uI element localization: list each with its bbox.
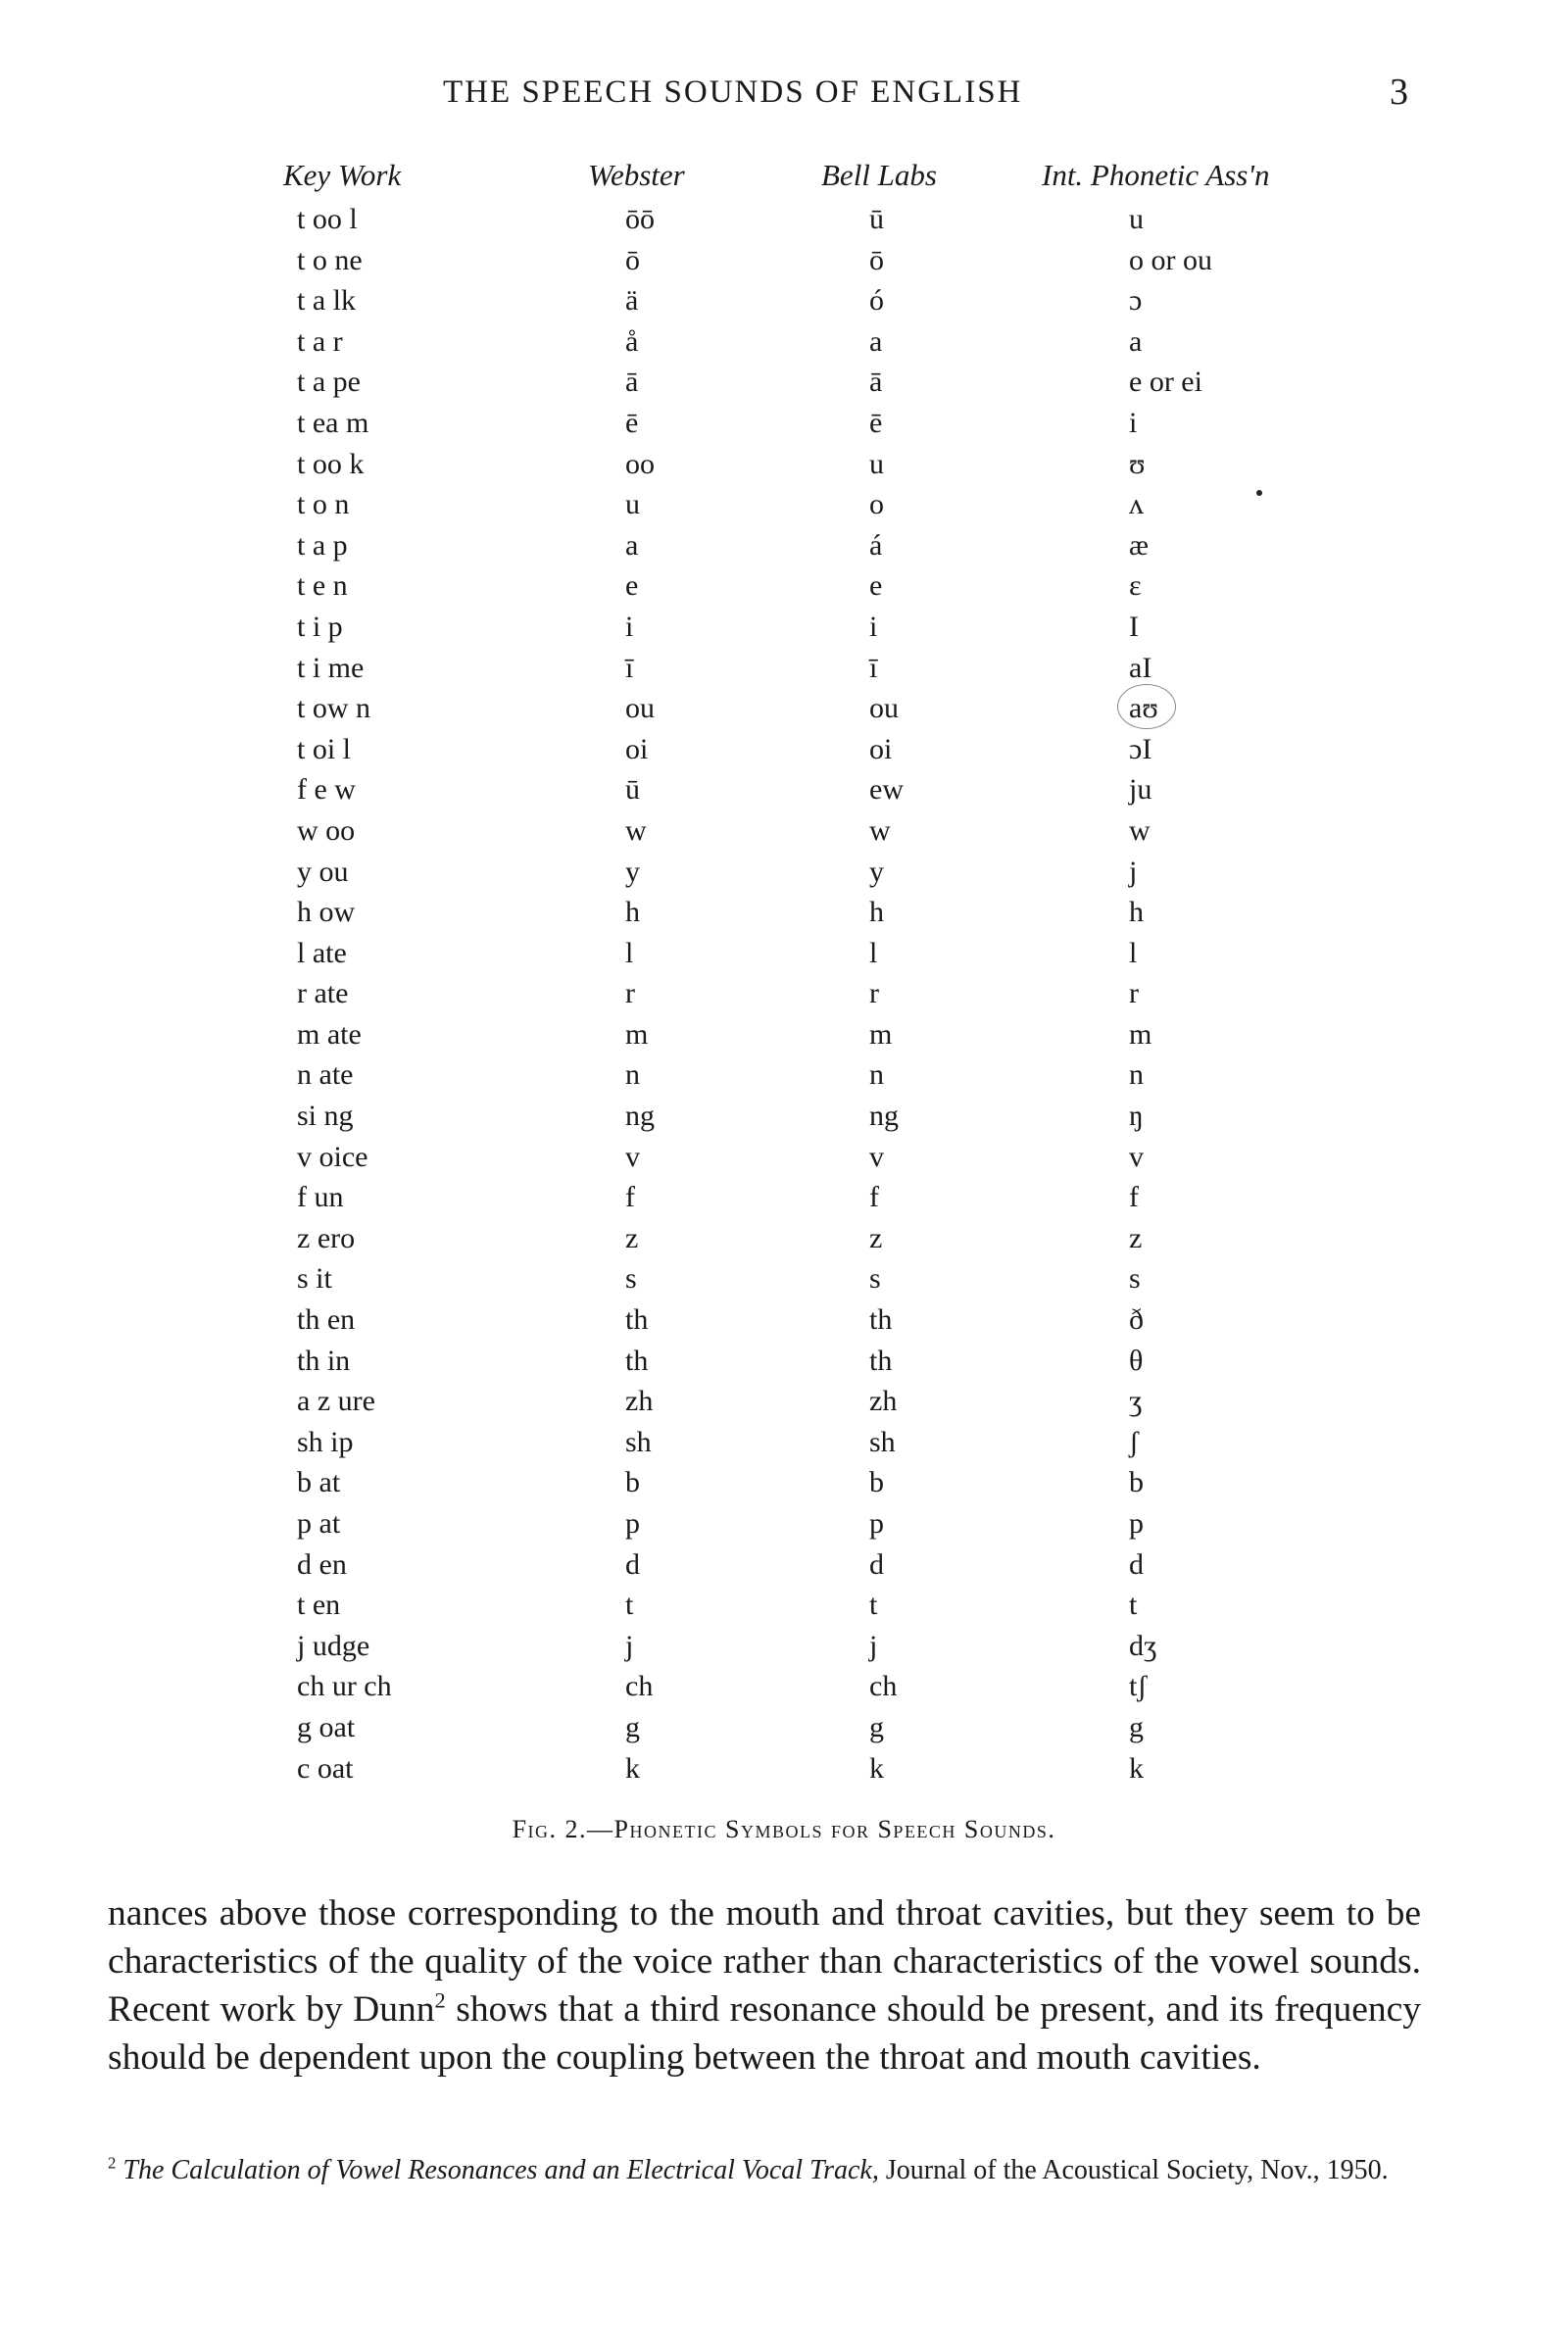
cell-webster: s — [625, 1262, 637, 1296]
cell-bell-labs: i — [869, 610, 878, 643]
cell-webster: b — [625, 1466, 640, 1499]
body-text-part1: nances above those corresponding to the mouth and throat cavities, but they seem to be characteristics of the quality of the voice rather than characteristics of the vowel sounds. Recent work by Dunn — [108, 1893, 1421, 2030]
cell-ipa: k — [1129, 1751, 1144, 1785]
cell-ipa: ð — [1129, 1303, 1144, 1337]
cell-ipa: j — [1129, 855, 1138, 888]
table-row — [0, 1422, 1568, 1463]
cell-key-word: t a pe — [297, 366, 361, 399]
cell-webster: v — [625, 1140, 640, 1173]
cell-bell-labs: ng — [869, 1100, 899, 1133]
cell-webster: ā — [625, 366, 639, 399]
cell-ipa: i — [1129, 406, 1138, 439]
table-row — [0, 933, 1568, 974]
cell-bell-labs: t — [869, 1589, 878, 1622]
cell-bell-labs: b — [869, 1466, 884, 1499]
cell-ipa: aI — [1129, 651, 1152, 684]
cell-webster: a — [625, 528, 639, 562]
table-row — [0, 444, 1568, 485]
cell-webster: ō — [625, 243, 640, 276]
cell-bell-labs: g — [869, 1710, 884, 1743]
page-number: 3 — [1390, 72, 1408, 113]
cell-bell-labs: ā — [869, 366, 883, 399]
cell-webster: ä — [625, 284, 639, 318]
cell-bell-labs: v — [869, 1140, 884, 1173]
table-row — [0, 484, 1568, 525]
cell-bell-labs: h — [869, 896, 884, 929]
pencil-circle-mark — [1117, 684, 1176, 729]
cell-ipa: h — [1129, 896, 1144, 929]
cell-ipa: f — [1129, 1181, 1139, 1214]
cell-key-word: c oat — [297, 1751, 354, 1785]
cell-webster: n — [625, 1058, 640, 1092]
running-title: THE SPEECH SOUNDS OF ENGLISH — [443, 74, 1023, 110]
cell-bell-labs: ō — [869, 243, 884, 276]
cell-key-word: t a r — [297, 324, 343, 358]
body-text-part2: shows that a third resonance should be present, and its frequency should be dependent upon the coupling between the throat and mouth cavities. — [108, 1989, 1422, 2078]
body-paragraph — [108, 1889, 1421, 2082]
table-row — [0, 1748, 1568, 1789]
cell-webster: zh — [625, 1385, 654, 1418]
cell-webster: oi — [625, 732, 649, 765]
cell-bell-labs: th — [869, 1303, 893, 1337]
cell-ipa: n — [1129, 1058, 1144, 1092]
cell-webster: l — [625, 936, 634, 969]
cell-ipa: a — [1129, 324, 1143, 358]
cell-ipa: z — [1129, 1221, 1143, 1254]
cell-ipa: p — [1129, 1507, 1144, 1540]
cell-key-word: t o ne — [297, 243, 363, 276]
cell-ipa: tʃ — [1129, 1670, 1148, 1703]
cell-key-word: t o n — [297, 488, 350, 521]
cell-ipa: e or ei — [1129, 366, 1202, 399]
table-row — [0, 852, 1568, 893]
cell-key-word: t a p — [297, 528, 348, 562]
cell-key-word: n ate — [297, 1058, 354, 1092]
cell-ipa: aʊ — [1129, 692, 1158, 725]
cell-ipa: ʊ — [1129, 447, 1146, 480]
cell-key-word: t oo k — [297, 447, 365, 480]
table-row — [0, 688, 1568, 729]
footnote-marker: 2 — [108, 2153, 117, 2173]
cell-bell-labs: z — [869, 1221, 883, 1254]
cell-ipa: ʒ — [1129, 1385, 1143, 1418]
table-row — [0, 769, 1568, 810]
cell-key-word: d en — [297, 1547, 347, 1581]
cell-webster: p — [625, 1507, 640, 1540]
column-header-key-work: Key Work — [283, 158, 402, 192]
cell-webster: ū — [625, 773, 640, 807]
cell-bell-labs: w — [869, 813, 891, 847]
cell-bell-labs: th — [869, 1344, 893, 1377]
cell-key-word: ch ur ch — [297, 1670, 392, 1703]
column-header-webster: Webster — [588, 158, 685, 192]
cell-bell-labs: á — [869, 528, 883, 562]
table-row — [0, 648, 1568, 689]
table-row — [0, 565, 1568, 607]
cell-bell-labs: y — [869, 855, 884, 888]
stray-dot-mark — [1256, 490, 1262, 496]
cell-key-word: f e w — [297, 773, 356, 807]
cell-key-word: j udge — [297, 1629, 370, 1662]
cell-key-word: a z ure — [297, 1385, 375, 1418]
cell-key-word: v oice — [297, 1140, 368, 1173]
table-row — [0, 321, 1568, 363]
cell-key-word: g oat — [297, 1710, 356, 1743]
cell-webster: f — [625, 1181, 635, 1214]
cell-key-word: t oi l — [297, 732, 352, 765]
cell-ipa: ʃ — [1129, 1425, 1139, 1458]
table-row — [0, 1341, 1568, 1382]
cell-webster: w — [625, 813, 647, 847]
cell-ipa: g — [1129, 1710, 1144, 1743]
cell-bell-labs: ū — [869, 203, 884, 235]
cell-key-word: z ero — [297, 1221, 356, 1254]
cell-bell-labs: j — [869, 1629, 878, 1662]
cell-bell-labs: u — [869, 447, 884, 480]
cell-webster: ōō — [625, 203, 655, 235]
table-row — [0, 1544, 1568, 1586]
cell-bell-labs: l — [869, 936, 878, 969]
cell-key-word: t i p — [297, 610, 343, 643]
cell-bell-labs: m — [869, 1017, 893, 1051]
cell-ipa: t — [1129, 1589, 1138, 1622]
table-row — [0, 280, 1568, 321]
table-row — [0, 607, 1568, 648]
cell-webster: ē — [625, 406, 639, 439]
cell-ipa: m — [1129, 1017, 1152, 1051]
table-header-row — [0, 152, 1568, 199]
cell-key-word: th in — [297, 1344, 351, 1377]
cell-key-word: w oo — [297, 813, 356, 847]
cell-ipa: u — [1129, 203, 1144, 235]
table-row — [0, 1585, 1568, 1626]
cell-bell-labs: a — [869, 324, 883, 358]
cell-webster: g — [625, 1710, 640, 1743]
cell-bell-labs: ew — [869, 773, 904, 807]
cell-ipa: θ — [1129, 1344, 1144, 1377]
cell-key-word: t a lk — [297, 284, 356, 318]
cell-key-word: t oo l — [297, 203, 358, 235]
table-row — [0, 403, 1568, 444]
table-row — [0, 1503, 1568, 1544]
cell-webster: r — [625, 977, 635, 1010]
cell-bell-labs: p — [869, 1507, 884, 1540]
cell-key-word: h ow — [297, 896, 356, 929]
footnote-reference: 2 — [434, 1987, 446, 2013]
table-row — [0, 1218, 1568, 1259]
cell-ipa: ɔ — [1129, 284, 1143, 318]
table-row — [0, 1096, 1568, 1137]
cell-bell-labs: ī — [869, 651, 878, 684]
cell-key-word: m ate — [297, 1017, 362, 1051]
cell-key-word: t ea m — [297, 406, 369, 439]
cell-ipa: d — [1129, 1547, 1144, 1581]
cell-bell-labs: ou — [869, 692, 899, 725]
cell-webster: j — [625, 1629, 634, 1662]
cell-key-word: t en — [297, 1589, 341, 1622]
cell-webster: y — [625, 855, 640, 888]
table-row — [0, 892, 1568, 933]
column-header-bell-labs: Bell Labs — [821, 158, 937, 192]
cell-webster: sh — [625, 1425, 652, 1458]
cell-key-word: b at — [297, 1466, 341, 1499]
cell-key-word: t ow n — [297, 692, 370, 725]
cell-webster: u — [625, 488, 640, 521]
phonetic-symbols-table — [0, 152, 1568, 1788]
table-row — [0, 1299, 1568, 1341]
cell-key-word: r ate — [297, 977, 349, 1010]
table-row — [0, 810, 1568, 852]
table-row — [0, 199, 1568, 240]
table-row — [0, 1626, 1568, 1667]
cell-key-word: p at — [297, 1507, 341, 1540]
cell-bell-labs: k — [869, 1751, 884, 1785]
cell-key-word: t i me — [297, 651, 365, 684]
table-row — [0, 525, 1568, 566]
table-row — [0, 1137, 1568, 1178]
footnote-title: The Calculation of Vowel Resonances and an Electrical Vocal Track, — [122, 2155, 879, 2185]
cell-webster: ī — [625, 651, 634, 684]
cell-bell-labs: n — [869, 1058, 884, 1092]
footnote-source: Journal of the Acoustical Society, Nov., 1950. — [878, 2155, 1389, 2185]
cell-bell-labs: sh — [869, 1425, 896, 1458]
cell-ipa: ɔI — [1129, 732, 1152, 765]
cell-key-word: si ng — [297, 1100, 354, 1133]
table-row — [0, 1258, 1568, 1299]
cell-bell-labs: e — [869, 569, 883, 603]
figure-caption: Fig. 2.—Phonetic Symbols for Speech Sounds. — [512, 1815, 1056, 1843]
cell-ipa: w — [1129, 813, 1151, 847]
table-body — [0, 199, 1568, 1788]
cell-ipa: dʒ — [1129, 1629, 1157, 1662]
cell-key-word: l ate — [297, 936, 347, 969]
table-row — [0, 1462, 1568, 1503]
cell-ipa: r — [1129, 977, 1139, 1010]
cell-key-word: y ou — [297, 855, 349, 888]
cell-ipa: I — [1129, 610, 1139, 643]
column-header-ipa: Int. Phonetic Ass'n — [1042, 158, 1270, 192]
cell-ipa: æ — [1129, 528, 1150, 562]
cell-bell-labs: r — [869, 977, 879, 1010]
cell-webster: d — [625, 1547, 640, 1581]
page-header — [0, 74, 1568, 114]
cell-bell-labs: ch — [869, 1670, 898, 1703]
table-row — [0, 973, 1568, 1014]
cell-bell-labs: f — [869, 1181, 879, 1214]
table-row — [0, 240, 1568, 281]
cell-bell-labs: zh — [869, 1385, 898, 1418]
table-row — [0, 1177, 1568, 1218]
cell-webster: z — [625, 1221, 639, 1254]
cell-ipa: v — [1129, 1140, 1144, 1173]
cell-bell-labs: ó — [869, 284, 884, 318]
cell-ipa: l — [1129, 936, 1138, 969]
cell-bell-labs: ē — [869, 406, 883, 439]
cell-webster: th — [625, 1303, 649, 1337]
table-row — [0, 1014, 1568, 1055]
cell-ipa: ŋ — [1129, 1100, 1144, 1133]
cell-key-word: sh ip — [297, 1425, 354, 1458]
cell-bell-labs: d — [869, 1547, 884, 1581]
cell-key-word: t e n — [297, 569, 348, 603]
cell-webster: h — [625, 896, 640, 929]
cell-ipa: ɛ — [1129, 569, 1142, 603]
footnote — [108, 2151, 1421, 2190]
cell-ipa: ʌ — [1129, 488, 1144, 521]
cell-webster: å — [625, 324, 639, 358]
cell-webster: k — [625, 1751, 640, 1785]
table-row — [0, 1381, 1568, 1422]
cell-ipa: s — [1129, 1262, 1141, 1296]
table-row — [0, 1707, 1568, 1748]
cell-key-word: f un — [297, 1181, 344, 1214]
cell-webster: m — [625, 1017, 649, 1051]
cell-ipa: ju — [1129, 773, 1152, 807]
cell-ipa: b — [1129, 1466, 1144, 1499]
table-row — [0, 362, 1568, 403]
table-row — [0, 729, 1568, 770]
cell-webster: e — [625, 569, 639, 603]
cell-webster: ou — [625, 692, 655, 725]
cell-webster: oo — [625, 447, 655, 480]
cell-webster: ng — [625, 1100, 655, 1133]
cell-key-word: s it — [297, 1262, 332, 1296]
cell-bell-labs: o — [869, 488, 884, 521]
table-row — [0, 1666, 1568, 1707]
cell-webster: i — [625, 610, 634, 643]
cell-bell-labs: oi — [869, 732, 893, 765]
cell-ipa: o or ou — [1129, 243, 1212, 276]
cell-webster: th — [625, 1344, 649, 1377]
cell-key-word: th en — [297, 1303, 356, 1337]
cell-webster: t — [625, 1589, 634, 1622]
cell-webster: ch — [625, 1670, 654, 1703]
table-row — [0, 1054, 1568, 1096]
cell-bell-labs: s — [869, 1262, 881, 1296]
